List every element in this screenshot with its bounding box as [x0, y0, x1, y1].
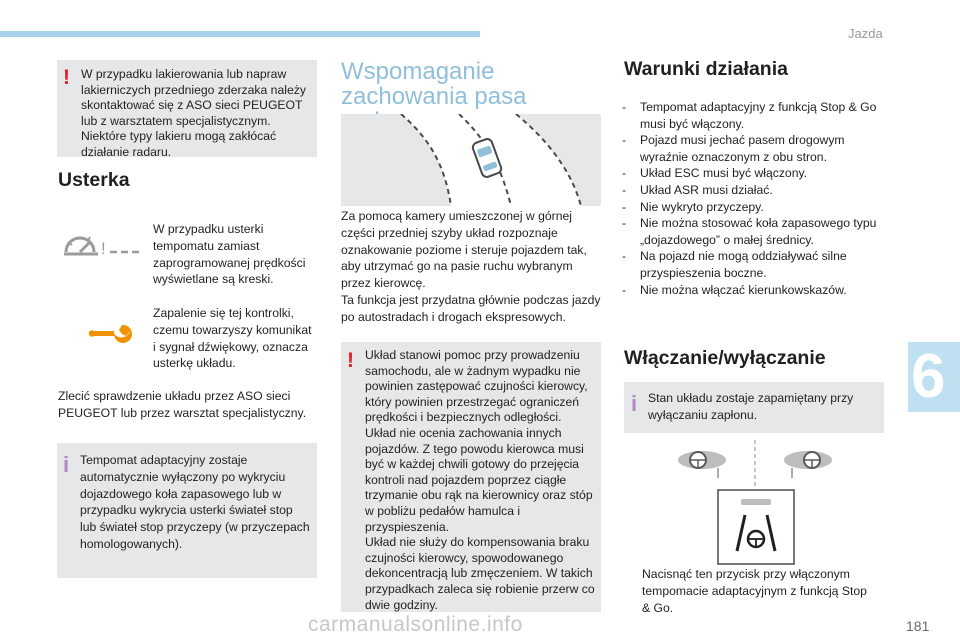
lane-assist-button-icon: [717, 489, 795, 565]
warning-box-driver-attention-text: Układ stanowi pomoc przy prowadzeniu samochodu, ale w żadnym wypadku nie powinien zastępować czujności kierowcy, który powinien przestrzegać ograniczeń prędkości i bezpiecznych odległości. Układ nie ocenia zachowania innych pojazdów. Z tego powodu kierowca musi być w każdej chwili gotowy do przejęcia kontroli nad pojazdem poprzez ciągłe trzymanie obu rąk na kierownicy oraz stóp w pobliżu pedałów hamulca i przyspieszenia. Układ nie służy do kompensowania braku czujności kierowcy, spowodowanego dekoncentracją lub zmęczeniem. W takich przypadkach zaleca się robienie przerw co dwie godziny.: [365, 348, 595, 612]
fault-text-dashes: W przypadku usterki tempomatu zamiast zaprogramowanej prędkości wyświetlane są kreski.: [153, 222, 306, 287]
info-icon: i: [631, 391, 638, 416]
info-box-memory-text: Stan układu zostaje zapamiętany przy wyłączaniu zapłonu.: [648, 391, 854, 422]
watermark: carmanualsonline.info: [308, 613, 523, 636]
lane-keeping-description: Za pomocą kamery umieszczonej w górnej części przedniej szyby układ rozpoznaje oznakowanie poziome i steruje pojazdem tak, aby utrzymać go na pasie ruchu wybranym przez kierowcę. Ta funkcja jest przydatna głównie podczas jazdy po autostradach i drogach ekspresowych.: [341, 209, 601, 324]
lane-keeping-illustration: [341, 114, 601, 206]
wrench-icon: [88, 322, 132, 344]
top-accent-bar: [0, 31, 480, 37]
fault-text-warning-light: Zapalenie się tej kontrolki, czemu towarzyszy komunikat i sygnał dźwiękowy, oznacza usterkę układu.: [153, 306, 312, 371]
heading-conditions: Warunki działania: [624, 58, 788, 80]
info-box-memory: [624, 382, 884, 433]
page-number: 181: [906, 618, 930, 634]
conditions-list: [622, 99, 884, 298]
info-icon: i: [63, 452, 70, 477]
list-item: - Układ ESC musi być włączony.: [622, 166, 808, 181]
list-item: - Pojazd musi jechać pasem drogowym wyraźnie oznaczonym z obu stron.: [622, 133, 845, 164]
section-label: Jazda: [848, 26, 883, 41]
instruction-press-button: Nacisnąć ten przycisk przy włączonym tempomacie adaptacyjnym z funkcją Stop & Go.: [642, 567, 867, 615]
svg-text:!: !: [101, 239, 106, 258]
workshop-advice: Zlecić sprawdzenie układu przez ASO sieci PEUGEOT lub przez warsztat specjalistyczny.: [58, 389, 307, 420]
warning-icon: !: [63, 66, 70, 89]
list-item: - Nie można stosować koła zapasowego typu „dojazdowego” o małej średnicy.: [622, 216, 877, 247]
chapter-number: 6: [911, 342, 946, 411]
info-box-spare-wheel: [57, 443, 317, 578]
list-item: - Układ ASR musi działać.: [622, 182, 773, 197]
warning-box-paint: [57, 60, 317, 157]
info-box-spare-wheel-text: Tempomat adaptacyjny zostaje automatycznie wyłączony po wykryciu dojazdowego koła zapasowego lub w przypadku wykrycia usterki świateł stop lub świateł stop przyczepy (w przyczepach homologowanych).: [80, 453, 310, 551]
list-item: - Nie można włączać kierunkowskazów.: [622, 282, 847, 297]
heading-usterka: Usterka: [58, 169, 130, 191]
list-item: - Nie wykryto przyczepy.: [622, 199, 764, 214]
list-item: - Tempomat adaptacyjny z funkcją Stop & Go musi być włączony.: [622, 100, 877, 131]
warning-icon: !: [347, 349, 354, 372]
warning-box-driver-attention: [341, 342, 601, 612]
heading-on-off: Włączanie/wyłączanie: [624, 347, 826, 369]
section-title-lane-keeping: Wspomaganie zachowania pasa: [341, 58, 527, 110]
steering-wheel-icon: [670, 440, 840, 486]
speedometer-fault-icon: [60, 228, 144, 260]
warning-box-paint-text: W przypadku lakierowania lub napraw lakierniczych przedniego zderzaka należy skontaktować się z ASO sieci PEUGEOT lub z warsztatem specjalistycznym. Niektóre typy lakieru mogą zakłócać działanie radaru.: [81, 67, 306, 159]
list-item: - Na pojazd nie mogą oddziaływać silne przyspieszenia boczne.: [622, 249, 847, 280]
